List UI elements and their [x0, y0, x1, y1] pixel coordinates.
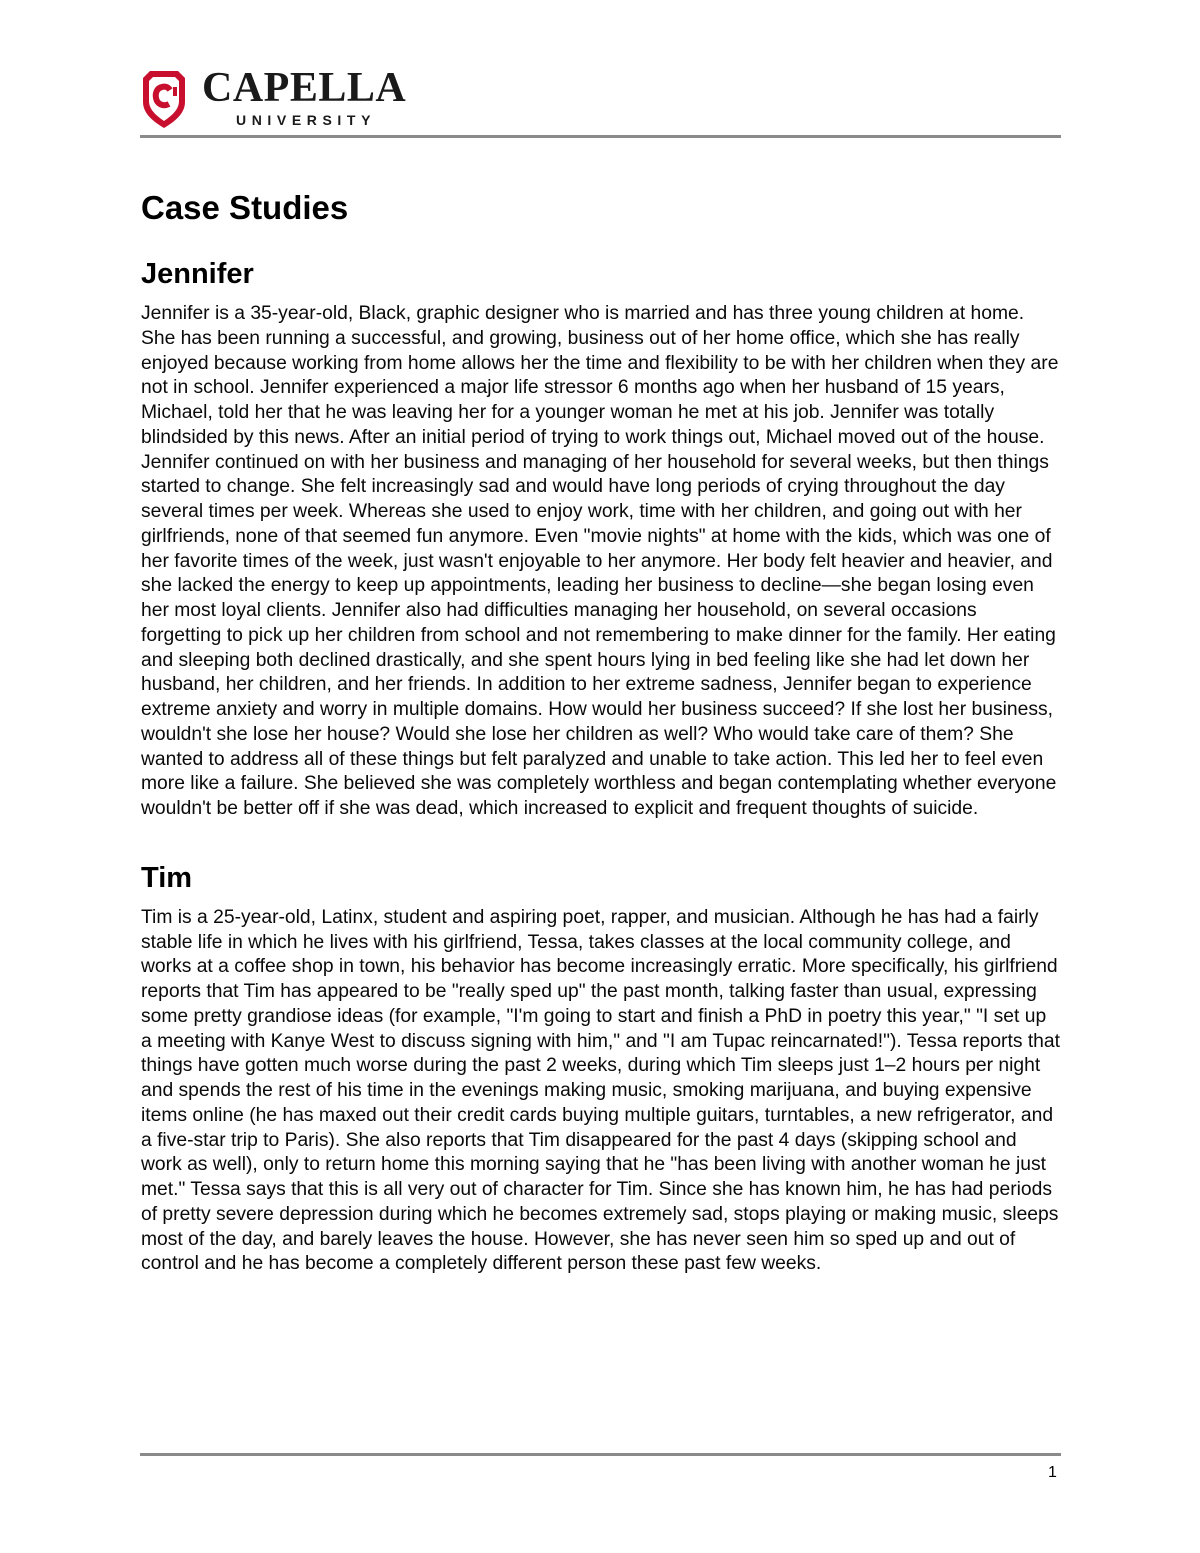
capella-shield-icon: [140, 68, 188, 130]
page-title: Case Studies: [141, 189, 349, 226]
capella-logo: [140, 65, 430, 130]
page-number: 1: [1048, 1464, 1057, 1481]
section-body-jennifer: Jennifer is a 35-year-old, Black, graphic designer who is married and has three young children at home. She has been running a successful, and growing, business out of her home office, which she has really enjoyed because working from home allows her the time and flexibility to be with her children when they are not in school. Jennifer experienced a major life stressor 6 months ago when her husband of 15 years, Michael, told her that he was leaving her for a younger woman he met at his job. Jennifer was totally blindsided by this news. After an initial period of trying to work things out, Michael moved out of the house. Jennifer continued on with her business and managing of her household for several weeks, but then things started to change. She felt increasingly sad and would have long periods of crying throughout the day several times per week. Whereas she used to enjoy work, time with her children, and going out with her girlfriends, none of that seemed fun anymore. Even "movie nights" at home with the kids, which was one of her favorite times of the week, just wasn't enjoyable to her anymore. Her body felt heavier and heavier, and she lacked the energy to keep up appointments, leading her business to decline—she began losing even her most loyal clients. Jennifer also had difficulties managing her household, on several occasions forgetting to pick up her children from school and not remembering to make dinner for the family. Her eating and sleeping both declined drastically, and she spent hours lying in bed feeling like she had let down her husband, her children, and her friends. In addition to her extreme sadness, Jennifer began to experience extreme anxiety and worry in multiple domains. How would her business succeed? If she lost her business, wouldn't she lose her house? Would she lose her children as well? Who would take care of them? She wanted to address all of these things but felt paralyzed and unable to take action. This led her to feel even more like a failure. She believed she was completely worthless and began contemplating whether everyone wouldn't be better off if she was dead, which increased to explicit and frequent thoughts of suicide.: [141, 303, 1059, 819]
footer-divider: [140, 1453, 1061, 1456]
logo-subtitle: UNIVERSITY: [236, 112, 377, 128]
section-heading-jennifer: Jennifer: [141, 258, 254, 290]
section-heading-tim: Tim: [141, 861, 193, 894]
logo-wordmark: CAPELLA: [202, 65, 407, 111]
section-body-tim: Tim is a 25-year-old, Latinx, student and aspiring poet, rapper, and musician. Although he has had a fairly stable life in which he lives with his girlfriend, Tessa, takes classes at the local community college, and works at a coffee shop in town, his behavior has become increasingly erratic. More specifically, his girlfriend reports that Tim has appeared to be "really sped up" the past month, talking faster than usual, expressing some pretty grandiose ideas (for example, "I'm going to start and finish a PhD in poetry this year," "I set up a meeting with Kanye West to discuss signing with him," and "I am Tupac reincarnated!"). Tessa reports that things have gotten much worse during the past 2 weeks, during which Tim sleeps just 1–2 hours per night and spends the rest of his time in the evenings making music, smoking marijuana, and buying expensive items online (he has maxed out their credit cards buying multiple guitars, turntables, a new refrigerator, and a five-star trip to Paris). She also reports that Tim disappeared for the past 4 days (skipping school and work as well), only to return home this morning saying that he "has been living with another woman he just met." Tessa says that this is all very out of character for Tim. Since she has known him, he has had periods of pretty severe depression during which he becomes extremely sad, stops playing or making music, sleeps most of the day, and barely leaves the house. However, she has never seen him so sped up and out of control and he has become a completely different person these past few weeks.: [141, 906, 1060, 1275]
document-body: [141, 186, 1062, 1277]
header-divider: [140, 135, 1061, 138]
